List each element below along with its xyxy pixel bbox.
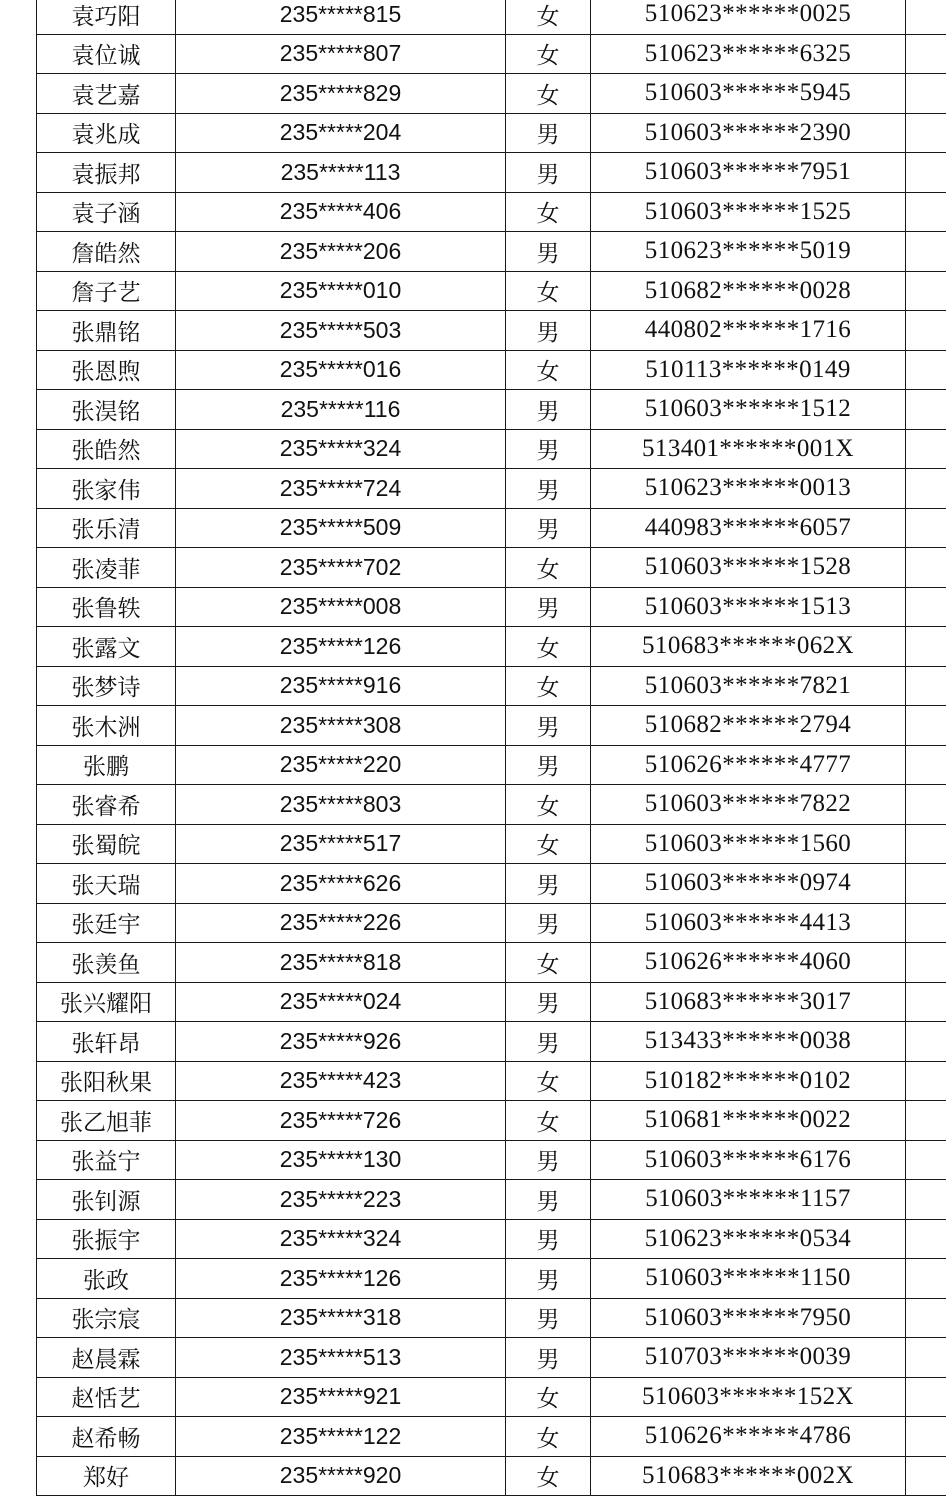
student-table-body bbox=[37, 0, 946, 1496]
table-row bbox=[37, 469, 946, 509]
exam-number-cell: 235*****008 bbox=[176, 587, 506, 627]
student-name-cell: 张凌菲 bbox=[37, 548, 176, 588]
id-card-number-cell: 510603******7822 bbox=[591, 785, 906, 825]
id-card-number-cell: 510603******1525 bbox=[591, 192, 906, 232]
student-name-cell: 张皓然 bbox=[37, 429, 176, 469]
table-row bbox=[37, 508, 946, 548]
student-name-cell: 张益宁 bbox=[37, 1140, 176, 1180]
student-name-cell: 张宗宸 bbox=[37, 1298, 176, 1338]
table-row bbox=[37, 785, 946, 825]
id-card-number-cell: 510623******5019 bbox=[591, 232, 906, 272]
exam-number-cell: 235*****113 bbox=[176, 153, 506, 193]
gender-cell: 女 bbox=[506, 943, 591, 983]
exam-number-cell: 235*****016 bbox=[176, 350, 506, 390]
gender-cell: 男 bbox=[506, 1259, 591, 1299]
truncated-column-cell bbox=[906, 1140, 946, 1180]
truncated-column-cell bbox=[906, 548, 946, 588]
student-name-cell: 张轩昂 bbox=[37, 1022, 176, 1062]
id-card-number-cell: 510683******002X bbox=[591, 1456, 906, 1496]
truncated-column-cell bbox=[906, 1180, 946, 1220]
student-list-sheet bbox=[36, 0, 946, 1496]
truncated-column-cell bbox=[906, 1259, 946, 1299]
student-name-cell: 张阳秋果 bbox=[37, 1061, 176, 1101]
student-name-cell: 张鼎铭 bbox=[37, 311, 176, 351]
exam-number-cell: 235*****818 bbox=[176, 943, 506, 983]
student-name-cell: 袁振邦 bbox=[37, 153, 176, 193]
table-row bbox=[37, 350, 946, 390]
student-name-cell: 张振宇 bbox=[37, 1219, 176, 1259]
gender-cell: 男 bbox=[506, 311, 591, 351]
student-name-cell: 张乙旭菲 bbox=[37, 1101, 176, 1141]
id-card-number-cell: 510623******6325 bbox=[591, 34, 906, 74]
table-row bbox=[37, 34, 946, 74]
gender-cell: 女 bbox=[506, 34, 591, 74]
student-name-cell: 张木洲 bbox=[37, 706, 176, 746]
truncated-column-cell bbox=[906, 0, 946, 34]
gender-cell: 女 bbox=[506, 1101, 591, 1141]
student-name-cell: 袁位诚 bbox=[37, 34, 176, 74]
student-name-cell: 张廷宇 bbox=[37, 903, 176, 943]
id-card-number-cell: 510626******4777 bbox=[591, 745, 906, 785]
student-name-cell: 张家伟 bbox=[37, 469, 176, 509]
student-name-cell: 张天瑞 bbox=[37, 864, 176, 904]
gender-cell: 女 bbox=[506, 1456, 591, 1496]
table-row bbox=[37, 1377, 946, 1417]
exam-number-cell: 235*****406 bbox=[176, 192, 506, 232]
student-name-cell: 张钊源 bbox=[37, 1180, 176, 1220]
truncated-column-cell bbox=[906, 1377, 946, 1417]
exam-number-cell: 235*****010 bbox=[176, 271, 506, 311]
student-name-cell: 赵恬艺 bbox=[37, 1377, 176, 1417]
gender-cell: 男 bbox=[506, 1219, 591, 1259]
table-row bbox=[37, 232, 946, 272]
table-row bbox=[37, 1180, 946, 1220]
truncated-column-cell bbox=[906, 824, 946, 864]
gender-cell: 男 bbox=[506, 903, 591, 943]
exam-number-cell: 235*****204 bbox=[176, 113, 506, 153]
truncated-column-cell bbox=[906, 785, 946, 825]
table-row bbox=[37, 1338, 946, 1378]
gender-cell: 女 bbox=[506, 824, 591, 864]
id-card-number-cell: 510603******7821 bbox=[591, 666, 906, 706]
gender-cell: 男 bbox=[506, 864, 591, 904]
table-row bbox=[37, 1101, 946, 1141]
gender-cell: 女 bbox=[506, 74, 591, 114]
exam-number-cell: 235*****223 bbox=[176, 1180, 506, 1220]
gender-cell: 男 bbox=[506, 1338, 591, 1378]
exam-number-cell: 235*****815 bbox=[176, 0, 506, 34]
truncated-column-cell bbox=[906, 271, 946, 311]
id-card-number-cell: 510623******0025 bbox=[591, 0, 906, 34]
gender-cell: 女 bbox=[506, 785, 591, 825]
table-row bbox=[37, 587, 946, 627]
id-card-number-cell: 510603******1150 bbox=[591, 1259, 906, 1299]
gender-cell: 男 bbox=[506, 232, 591, 272]
exam-number-cell: 235*****807 bbox=[176, 34, 506, 74]
truncated-column-cell bbox=[906, 1219, 946, 1259]
exam-number-cell: 235*****024 bbox=[176, 982, 506, 1022]
truncated-column-cell bbox=[906, 1338, 946, 1378]
gender-cell: 女 bbox=[506, 192, 591, 232]
exam-number-cell: 235*****803 bbox=[176, 785, 506, 825]
gender-cell: 男 bbox=[506, 508, 591, 548]
truncated-column-cell bbox=[906, 34, 946, 74]
table-row bbox=[37, 1022, 946, 1062]
truncated-column-cell bbox=[906, 232, 946, 272]
exam-number-cell: 235*****226 bbox=[176, 903, 506, 943]
student-name-cell: 张露文 bbox=[37, 627, 176, 667]
gender-cell: 女 bbox=[506, 0, 591, 34]
id-card-number-cell: 510682******2794 bbox=[591, 706, 906, 746]
student-name-cell: 张乐清 bbox=[37, 508, 176, 548]
id-card-number-cell: 510681******0022 bbox=[591, 1101, 906, 1141]
exam-number-cell: 235*****724 bbox=[176, 469, 506, 509]
id-card-number-cell: 510603******1560 bbox=[591, 824, 906, 864]
table-row bbox=[37, 745, 946, 785]
gender-cell: 男 bbox=[506, 982, 591, 1022]
table-row bbox=[37, 74, 946, 114]
exam-number-cell: 235*****122 bbox=[176, 1417, 506, 1457]
exam-number-cell: 235*****920 bbox=[176, 1456, 506, 1496]
exam-number-cell: 235*****126 bbox=[176, 1259, 506, 1299]
id-card-number-cell: 510182******0102 bbox=[591, 1061, 906, 1101]
exam-number-cell: 235*****220 bbox=[176, 745, 506, 785]
truncated-column-cell bbox=[906, 390, 946, 430]
truncated-column-cell bbox=[906, 903, 946, 943]
truncated-column-cell bbox=[906, 627, 946, 667]
exam-number-cell: 235*****130 bbox=[176, 1140, 506, 1180]
id-card-number-cell: 510603******7950 bbox=[591, 1298, 906, 1338]
table-row bbox=[37, 0, 946, 34]
truncated-column-cell bbox=[906, 706, 946, 746]
exam-number-cell: 235*****126 bbox=[176, 627, 506, 667]
id-card-number-cell: 510682******0028 bbox=[591, 271, 906, 311]
id-card-number-cell: 510626******4786 bbox=[591, 1417, 906, 1457]
student-name-cell: 张睿希 bbox=[37, 785, 176, 825]
exam-number-cell: 235*****423 bbox=[176, 1061, 506, 1101]
table-row bbox=[37, 1417, 946, 1457]
exam-number-cell: 235*****308 bbox=[176, 706, 506, 746]
exam-number-cell: 235*****921 bbox=[176, 1377, 506, 1417]
table-row bbox=[37, 113, 946, 153]
id-card-number-cell: 510603******1513 bbox=[591, 587, 906, 627]
student-name-cell: 詹子艺 bbox=[37, 271, 176, 311]
table-row bbox=[37, 311, 946, 351]
truncated-column-cell bbox=[906, 74, 946, 114]
id-card-number-cell: 440983******6057 bbox=[591, 508, 906, 548]
truncated-column-cell bbox=[906, 350, 946, 390]
gender-cell: 女 bbox=[506, 271, 591, 311]
table-row bbox=[37, 1456, 946, 1496]
id-card-number-cell: 510603******0974 bbox=[591, 864, 906, 904]
exam-number-cell: 235*****503 bbox=[176, 311, 506, 351]
table-row bbox=[37, 548, 946, 588]
student-name-cell: 袁巧阳 bbox=[37, 0, 176, 34]
table-row bbox=[37, 1259, 946, 1299]
table-row bbox=[37, 903, 946, 943]
student-name-cell: 张羡鱼 bbox=[37, 943, 176, 983]
truncated-column-cell bbox=[906, 1022, 946, 1062]
table-row bbox=[37, 864, 946, 904]
exam-number-cell: 235*****829 bbox=[176, 74, 506, 114]
truncated-column-cell bbox=[906, 943, 946, 983]
gender-cell: 男 bbox=[506, 587, 591, 627]
exam-number-cell: 235*****324 bbox=[176, 429, 506, 469]
truncated-column-cell bbox=[906, 508, 946, 548]
truncated-column-cell bbox=[906, 666, 946, 706]
exam-number-cell: 235*****206 bbox=[176, 232, 506, 272]
student-name-cell: 张梦诗 bbox=[37, 666, 176, 706]
table-row bbox=[37, 271, 946, 311]
gender-cell: 男 bbox=[506, 1298, 591, 1338]
student-name-cell: 张兴耀阳 bbox=[37, 982, 176, 1022]
truncated-column-cell bbox=[906, 469, 946, 509]
gender-cell: 女 bbox=[506, 1061, 591, 1101]
table-row bbox=[37, 666, 946, 706]
truncated-column-cell bbox=[906, 1298, 946, 1338]
gender-cell: 男 bbox=[506, 1022, 591, 1062]
truncated-column-cell bbox=[906, 311, 946, 351]
truncated-column-cell bbox=[906, 1456, 946, 1496]
id-card-number-cell: 513433******0038 bbox=[591, 1022, 906, 1062]
truncated-column-cell bbox=[906, 864, 946, 904]
student-name-cell: 袁兆成 bbox=[37, 113, 176, 153]
id-card-number-cell: 510683******3017 bbox=[591, 982, 906, 1022]
table-row bbox=[37, 192, 946, 232]
gender-cell: 男 bbox=[506, 1140, 591, 1180]
id-card-number-cell: 510113******0149 bbox=[591, 350, 906, 390]
table-row bbox=[37, 429, 946, 469]
exam-number-cell: 235*****116 bbox=[176, 390, 506, 430]
student-name-cell: 张淏铭 bbox=[37, 390, 176, 430]
id-card-number-cell: 510603******4413 bbox=[591, 903, 906, 943]
id-card-number-cell: 510603******6176 bbox=[591, 1140, 906, 1180]
student-name-cell: 张恩煦 bbox=[37, 350, 176, 390]
exam-number-cell: 235*****517 bbox=[176, 824, 506, 864]
id-card-number-cell: 510623******0534 bbox=[591, 1219, 906, 1259]
gender-cell: 男 bbox=[506, 429, 591, 469]
gender-cell: 女 bbox=[506, 350, 591, 390]
truncated-column-cell bbox=[906, 429, 946, 469]
student-name-cell: 赵晨霖 bbox=[37, 1338, 176, 1378]
id-card-number-cell: 510626******4060 bbox=[591, 943, 906, 983]
id-card-number-cell: 510703******0039 bbox=[591, 1338, 906, 1378]
exam-number-cell: 235*****726 bbox=[176, 1101, 506, 1141]
gender-cell: 男 bbox=[506, 1180, 591, 1220]
id-card-number-cell: 510603******1157 bbox=[591, 1180, 906, 1220]
id-card-number-cell: 510603******1512 bbox=[591, 390, 906, 430]
gender-cell: 男 bbox=[506, 706, 591, 746]
student-name-cell: 张鲁轶 bbox=[37, 587, 176, 627]
gender-cell: 女 bbox=[506, 548, 591, 588]
truncated-column-cell bbox=[906, 587, 946, 627]
student-name-cell: 赵希畅 bbox=[37, 1417, 176, 1457]
student-name-cell: 张政 bbox=[37, 1259, 176, 1299]
id-card-number-cell: 510603******5945 bbox=[591, 74, 906, 114]
student-name-cell: 张蜀皖 bbox=[37, 824, 176, 864]
student-name-cell: 詹皓然 bbox=[37, 232, 176, 272]
id-card-number-cell: 440802******1716 bbox=[591, 311, 906, 351]
table-row bbox=[37, 1140, 946, 1180]
truncated-column-cell bbox=[906, 192, 946, 232]
gender-cell: 男 bbox=[506, 745, 591, 785]
truncated-column-cell bbox=[906, 1417, 946, 1457]
gender-cell: 男 bbox=[506, 113, 591, 153]
truncated-column-cell bbox=[906, 153, 946, 193]
table-row bbox=[37, 1219, 946, 1259]
table-row bbox=[37, 1298, 946, 1338]
id-card-number-cell: 510603******152X bbox=[591, 1377, 906, 1417]
exam-number-cell: 235*****509 bbox=[176, 508, 506, 548]
exam-number-cell: 235*****926 bbox=[176, 1022, 506, 1062]
gender-cell: 女 bbox=[506, 627, 591, 667]
exam-number-cell: 235*****702 bbox=[176, 548, 506, 588]
student-name-cell: 张鹏 bbox=[37, 745, 176, 785]
exam-number-cell: 235*****626 bbox=[176, 864, 506, 904]
student-name-cell: 郑好 bbox=[37, 1456, 176, 1496]
student-name-cell: 袁艺嘉 bbox=[37, 74, 176, 114]
truncated-column-cell bbox=[906, 982, 946, 1022]
id-card-number-cell: 510603******7951 bbox=[591, 153, 906, 193]
id-card-number-cell: 513401******001X bbox=[591, 429, 906, 469]
table-row bbox=[37, 706, 946, 746]
gender-cell: 女 bbox=[506, 1417, 591, 1457]
table-row bbox=[37, 627, 946, 667]
student-name-cell: 袁子涵 bbox=[37, 192, 176, 232]
truncated-column-cell bbox=[906, 1101, 946, 1141]
gender-cell: 男 bbox=[506, 390, 591, 430]
truncated-column-cell bbox=[906, 113, 946, 153]
exam-number-cell: 235*****318 bbox=[176, 1298, 506, 1338]
gender-cell: 男 bbox=[506, 153, 591, 193]
gender-cell: 男 bbox=[506, 469, 591, 509]
table-row bbox=[37, 390, 946, 430]
gender-cell: 女 bbox=[506, 1377, 591, 1417]
truncated-column-cell bbox=[906, 1061, 946, 1101]
id-card-number-cell: 510603******2390 bbox=[591, 113, 906, 153]
table-row bbox=[37, 1061, 946, 1101]
gender-cell: 女 bbox=[506, 666, 591, 706]
table-row bbox=[37, 943, 946, 983]
id-card-number-cell: 510683******062X bbox=[591, 627, 906, 667]
student-table bbox=[36, 0, 946, 1496]
table-row bbox=[37, 153, 946, 193]
exam-number-cell: 235*****324 bbox=[176, 1219, 506, 1259]
exam-number-cell: 235*****916 bbox=[176, 666, 506, 706]
table-row bbox=[37, 982, 946, 1022]
id-card-number-cell: 510603******1528 bbox=[591, 548, 906, 588]
exam-number-cell: 235*****513 bbox=[176, 1338, 506, 1378]
table-row bbox=[37, 824, 946, 864]
truncated-column-cell bbox=[906, 745, 946, 785]
id-card-number-cell: 510623******0013 bbox=[591, 469, 906, 509]
